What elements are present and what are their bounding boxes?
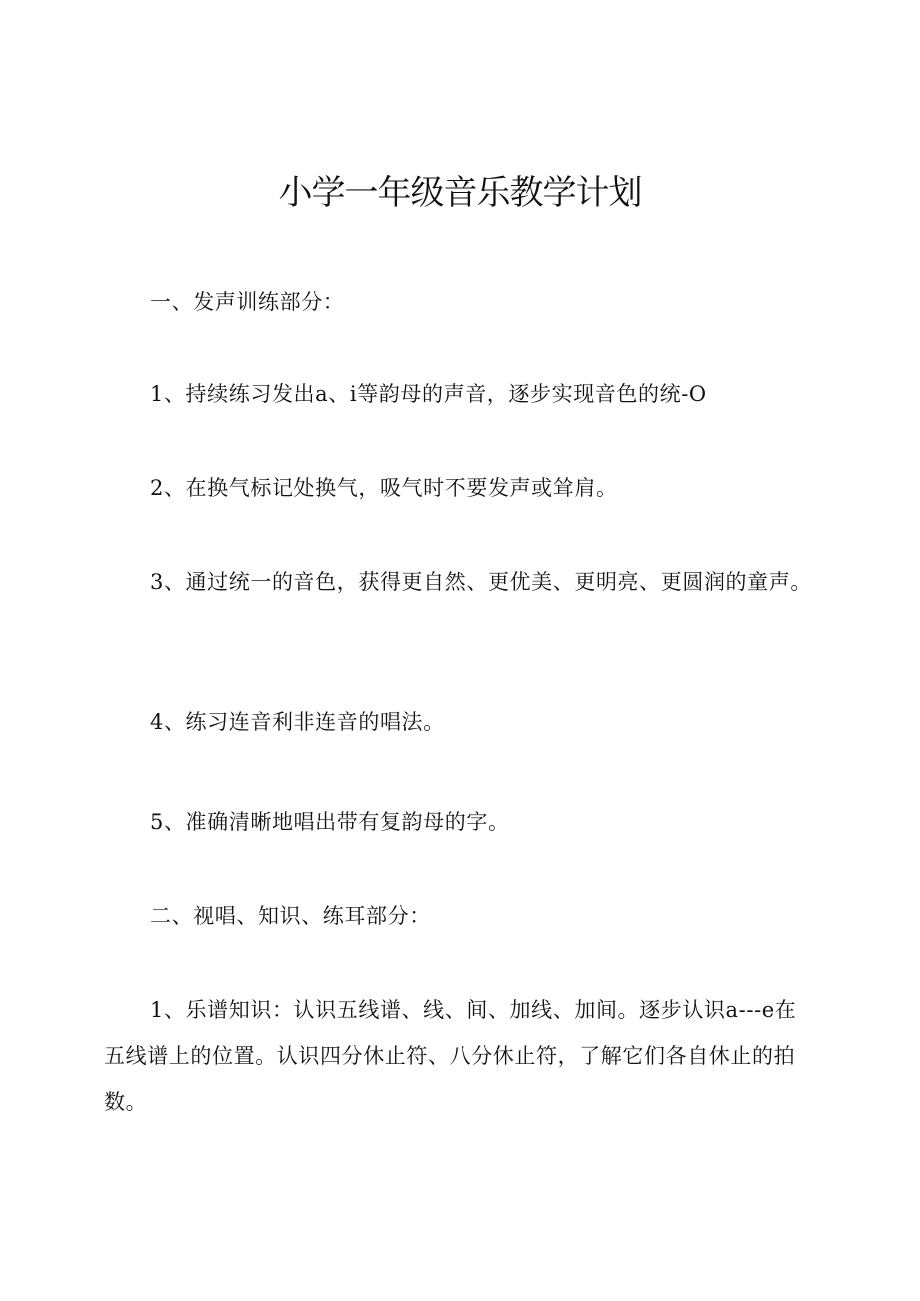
- vocal-item-3: 3、通过统一的音色，获得更自然、更优美、更明亮、更圆润的童声。: [150, 570, 812, 594]
- vocal-item-4: 4、练习连音利非连音的唱法。: [150, 710, 445, 734]
- sight-singing-item-1: 1、乐谱知识：认识五线谱、线、间、加线、加间。逐步认识a---e在五线谱上的位置。认识四分休止符、八分休止符，了解它们各自休止的拍数。: [104, 998, 797, 1114]
- vocal-item-5: 5、准确清晰地唱出带有复韵母的字。: [150, 810, 510, 834]
- section-heading-sight-singing: 二、视唱、知识、练耳部分：: [150, 904, 431, 928]
- document-title: 小学一年级音乐教学计划: [278, 173, 642, 213]
- section-heading-vocal-training: 一、发声训练部分：: [150, 290, 345, 314]
- vocal-item-1: 1、持续练习发出a、i等韵母的声音，逐步实现音色的统-O: [150, 382, 707, 406]
- vocal-item-2: 2、在换气标记处换气，吸气时不要发声或耸肩。: [150, 476, 618, 500]
